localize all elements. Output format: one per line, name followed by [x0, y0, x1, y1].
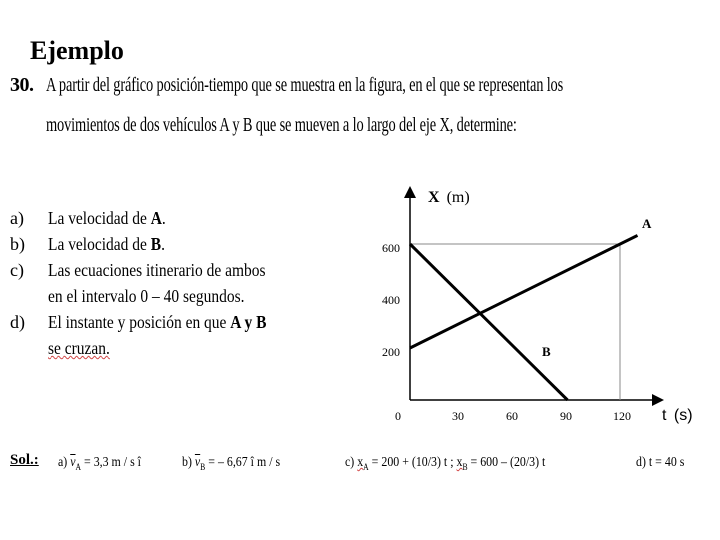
question-a-letter: a) — [10, 208, 24, 228]
question-b-text: La velocidad de B. — [48, 234, 165, 254]
y-tick-400: 400 — [382, 293, 400, 307]
x-tick-0: 0 — [395, 409, 401, 423]
x-tick-30: 30 — [452, 409, 464, 423]
question-a-text: La velocidad de A. — [48, 208, 166, 228]
x-tick-120: 120 — [613, 409, 631, 423]
question-c-letter: c) — [10, 260, 24, 280]
x-tick-60: 60 — [506, 409, 518, 423]
y-tick-600: 600 — [382, 241, 400, 255]
series-label-B: B — [542, 344, 551, 359]
question-d-letter: d) — [10, 312, 25, 332]
question-d-text: El instante y posición en que A y B — [48, 312, 267, 332]
solution-c: c) $x_A = 200 + (10/3)$ t ; $x_B = 600 - (20/3)$ t — [345, 455, 546, 472]
x-axis-label: t (s) — [662, 407, 693, 424]
x-tick-90: 90 — [560, 409, 572, 423]
solution-b: b) $\overline{v}_B$ = – 6,67 î m / s — [182, 455, 281, 472]
solution-label: Sol.: — [10, 452, 39, 468]
series-line-A — [410, 235, 638, 348]
question-d-text-line2: se cruzan. — [48, 338, 110, 358]
problem-statement-line-2: movimientos de dos vehículos A y B que se mueven a lo largo del eje X, determine: — [46, 114, 517, 136]
page-title: Ejemplo — [30, 36, 124, 65]
y-tick-200: 200 — [382, 345, 400, 359]
series-line-B — [410, 244, 568, 400]
solution-a: a) $\overline{v}_A = 3,3$ m / s î — [58, 455, 141, 472]
question-c-text: Las ecuaciones itinerario de ambos — [48, 260, 266, 280]
problem-statement-line-1: A partir del gráfico posición-tiempo que se muestra en la figura, en el que se representan los — [46, 74, 564, 96]
y-axis-label: X (m) — [428, 189, 470, 206]
series-label-A: A — [642, 216, 652, 231]
solution-d: d) t = 40 s — [636, 455, 685, 470]
problem-number: 30. — [10, 74, 34, 96]
question-c-text-line2: en el intervalo 0 – 40 segundos. — [48, 286, 245, 306]
question-b-letter: b) — [10, 234, 25, 254]
